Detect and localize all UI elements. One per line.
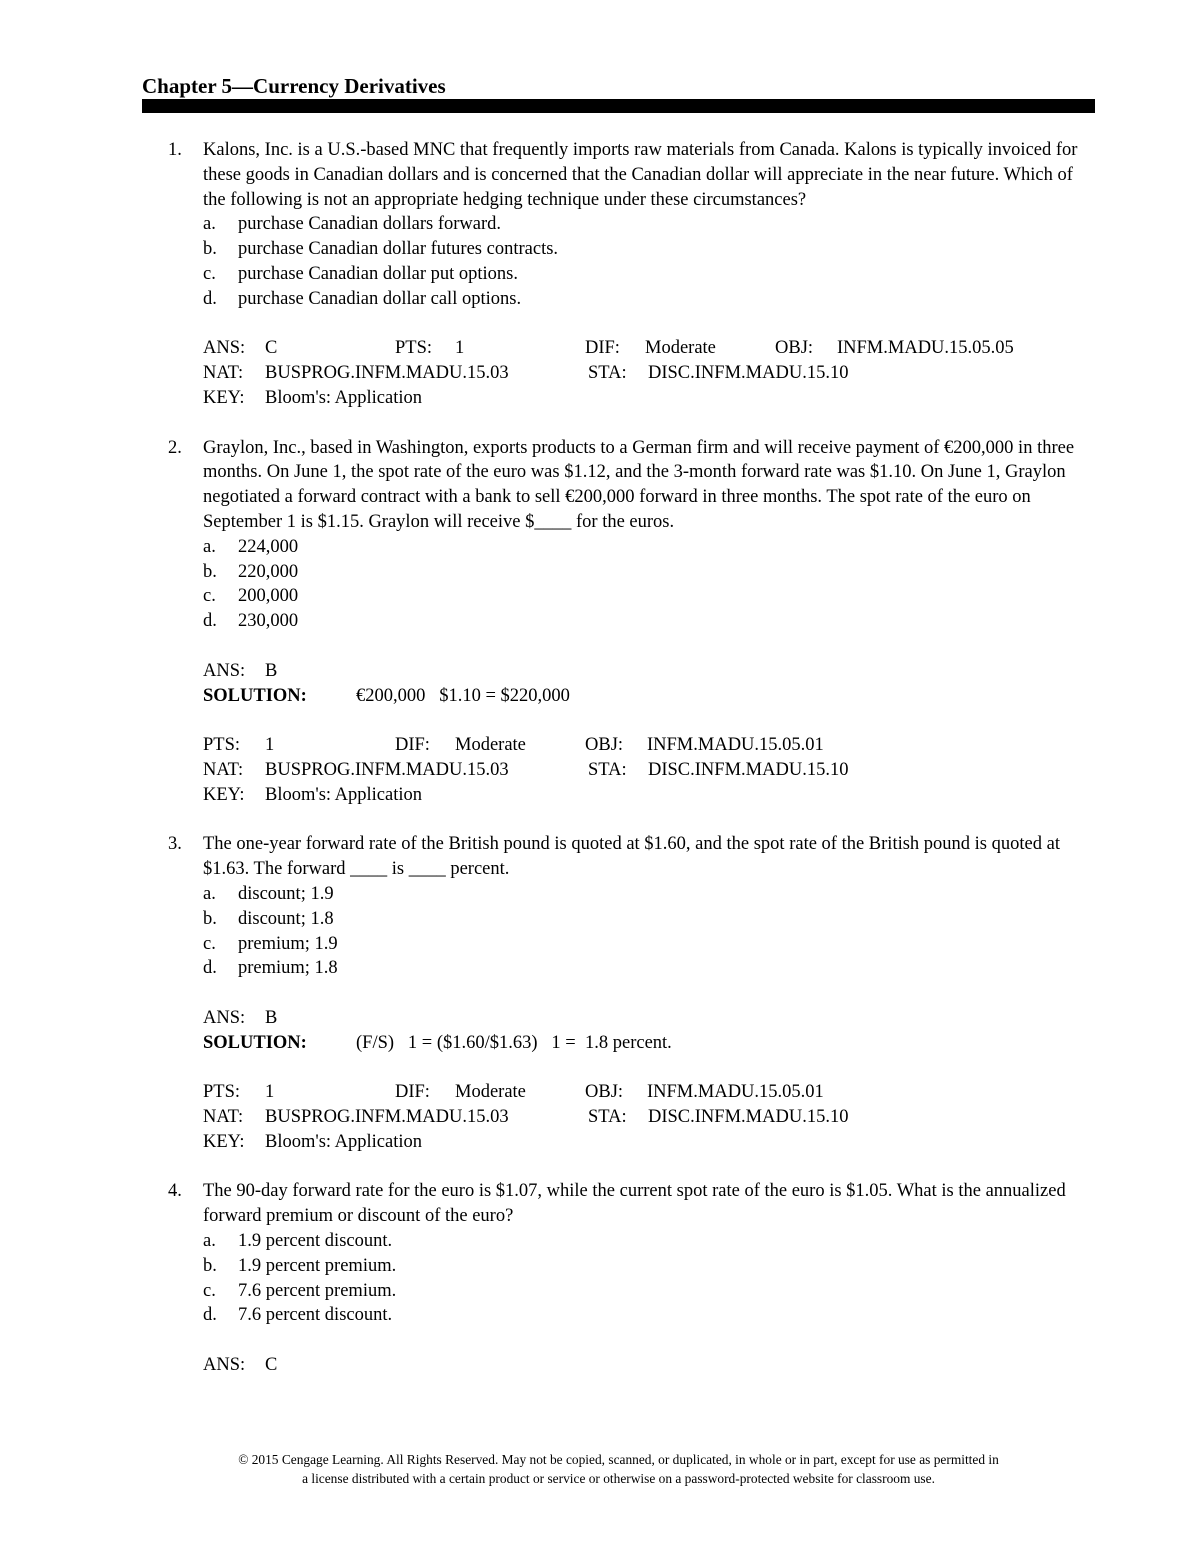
question-number: 2. (168, 437, 182, 458)
question-text: Graylon, Inc., based in Washington, exports products to a German firm and will receive payment of €200,000 in three months. On June 1, the spot rate of the euro was $1.12, and the 3-month forward rate was $1.10. On June 1, Graylon negotiated a forward contract with a bank to sell €200,000 forward in three months. The spot rate of the euro on September 1 is $1.15. Graylon will receive $____ for the euros. (203, 437, 1075, 532)
option-d (203, 287, 1098, 312)
option-b (203, 1254, 1098, 1279)
question-text: The one-year forward rate of the British pound is quoted at $1.60, and the spot rate of the British pound is quoted at $1.63. The forward ____ is ____ percent. (203, 834, 1060, 880)
meta-row (203, 1130, 1098, 1155)
sta-label: STA: (588, 1107, 627, 1128)
option-letter: c. (203, 586, 216, 607)
option-letter: a. (203, 214, 216, 235)
dif-label: DIF: (395, 1082, 430, 1103)
option-text: 1.9 percent discount. (238, 1231, 393, 1252)
obj-label: OBJ: (585, 1082, 624, 1103)
meta-row (203, 336, 1098, 361)
option-letter: c. (203, 933, 216, 954)
option-list (203, 882, 1098, 981)
nat-label: NAT: (203, 759, 244, 780)
answer-metadata (203, 336, 1098, 410)
meta-row (203, 1353, 1098, 1378)
option-letter: c. (203, 1280, 216, 1301)
option-b (203, 560, 1098, 585)
dif-value: Moderate (455, 735, 526, 756)
option-letter: d. (203, 288, 217, 309)
spacer (203, 1055, 1098, 1080)
option-letter: a. (203, 536, 216, 557)
option-c (203, 932, 1098, 957)
question-4 (168, 1179, 1098, 1377)
option-a (203, 212, 1098, 237)
meta-row (203, 659, 1098, 684)
obj-label: OBJ: (775, 338, 814, 359)
footer-line-1: © 2015 Cengage Learning. All Rights Reserved. May not be copied, scanned, or duplicated, in whole or in part, except for use as permitted in (238, 1452, 999, 1467)
pts-value: 1 (265, 1082, 275, 1103)
option-list (203, 535, 1098, 634)
obj-value: INFM.MADU.15.05.01 (647, 735, 824, 756)
ans-label: ANS: (203, 1007, 246, 1028)
dif-label: DIF: (585, 338, 620, 359)
ans-value: B (265, 1007, 278, 1028)
key-label: KEY: (203, 1131, 245, 1152)
option-text: 200,000 (238, 586, 299, 607)
chapter-title: Chapter 5—Currency Derivatives (142, 74, 446, 98)
option-letter: b. (203, 561, 217, 582)
pts-label: PTS: (203, 1082, 241, 1103)
question-text: The 90-day forward rate for the euro is $1.07, while the current spot rate of the euro is $1.05. What is the annualized forward premium or discount of the euro? (203, 1181, 1066, 1227)
solution-label: SOLUTION: (203, 685, 307, 706)
meta-row (203, 1080, 1098, 1105)
meta-row (203, 361, 1098, 386)
question-text: Kalons, Inc. is a U.S.-based MNC that frequently imports raw materials from Canada. Kalons is typically invoiced for these goods in Canadian dollars and is concerned that the Canadian dollar will appreciate in the near future. Which of the following is not an appropriate hedging technique under these circumstances? (203, 140, 1078, 210)
key-value: Bloom's: Application (265, 784, 422, 805)
option-a (203, 535, 1098, 560)
question-number: 4. (168, 1181, 182, 1202)
sta-value: DISC.INFM.MADU.15.10 (648, 363, 849, 384)
option-a (203, 1229, 1098, 1254)
question-number: 3. (168, 834, 182, 855)
option-letter: b. (203, 1255, 217, 1276)
ans-value: C (265, 1355, 278, 1376)
answer-metadata (203, 659, 1098, 808)
nat-value: BUSPROG.INFM.MADU.15.03 (265, 363, 509, 384)
meta-row (203, 386, 1098, 411)
nat-value: BUSPROG.INFM.MADU.15.03 (265, 1107, 509, 1128)
option-text: purchase Canadian dollars forward. (238, 214, 502, 235)
key-value: Bloom's: Application (265, 1131, 422, 1152)
option-letter: d. (203, 611, 217, 632)
option-c (203, 584, 1098, 609)
nat-label: NAT: (203, 1107, 244, 1128)
option-c (203, 262, 1098, 287)
sta-label: STA: (588, 363, 627, 384)
obj-label: OBJ: (585, 735, 624, 756)
option-text: 230,000 (238, 611, 299, 632)
option-letter: d. (203, 958, 217, 979)
pts-label: PTS: (395, 338, 433, 359)
ans-label: ANS: (203, 338, 246, 359)
option-b (203, 907, 1098, 932)
meta-row (203, 1006, 1098, 1031)
ans-label: ANS: (203, 660, 246, 681)
meta-row (203, 1105, 1098, 1130)
option-text: 224,000 (238, 536, 299, 557)
question-1 (168, 138, 1098, 411)
option-list (203, 212, 1098, 311)
option-list (203, 1229, 1098, 1328)
option-text: 7.6 percent discount. (238, 1305, 393, 1326)
nat-label: NAT: (203, 363, 244, 384)
sta-label: STA: (588, 759, 627, 780)
sta-value: DISC.INFM.MADU.15.10 (648, 1107, 849, 1128)
pts-label: PTS: (203, 735, 241, 756)
pts-value: 1 (455, 338, 465, 359)
pts-value: 1 (265, 735, 275, 756)
option-text: purchase Canadian dollar put options. (238, 263, 519, 284)
question-number: 1. (168, 140, 182, 160)
nat-value: BUSPROG.INFM.MADU.15.03 (265, 759, 509, 780)
option-c (203, 1279, 1098, 1304)
option-text: 1.9 percent premium. (238, 1255, 397, 1276)
ans-label: ANS: (203, 1355, 246, 1376)
option-text: premium; 1.8 (238, 958, 338, 979)
obj-value: INFM.MADU.15.05.05 (837, 338, 1014, 359)
option-letter: d. (203, 1305, 217, 1326)
option-d (203, 956, 1098, 981)
key-value: Bloom's: Application (265, 387, 422, 408)
question-2 (168, 436, 1098, 808)
title-rule (142, 99, 1095, 113)
option-text: discount; 1.8 (238, 908, 334, 929)
dif-value: Moderate (455, 1082, 526, 1103)
meta-row (203, 733, 1098, 758)
meta-row (203, 758, 1098, 783)
option-text: 7.6 percent premium. (238, 1280, 397, 1301)
key-label: KEY: (203, 387, 245, 408)
key-label: KEY: (203, 784, 245, 805)
solution-text: (F/S) 1 = ($1.60/$1.63) 1 = 1.8 percent. (356, 1032, 672, 1053)
question-list (168, 138, 1098, 1403)
option-letter: b. (203, 908, 217, 929)
solution (203, 1031, 1098, 1056)
dif-label: DIF: (395, 735, 430, 756)
option-letter: c. (203, 263, 216, 284)
answer-metadata (203, 1006, 1098, 1155)
solution-label: SOLUTION: (203, 1032, 307, 1053)
ans-value: C (265, 338, 278, 359)
option-letter: b. (203, 239, 217, 260)
answer-metadata (203, 1353, 1098, 1378)
option-text: 220,000 (238, 561, 299, 582)
option-letter: a. (203, 1231, 216, 1252)
spacer (203, 708, 1098, 733)
option-letter: a. (203, 883, 216, 904)
ans-value: B (265, 660, 278, 681)
footer-line-2: a license distributed with a certain product or service or otherwise on a password-protected website for classroom use. (302, 1471, 935, 1486)
dif-value: Moderate (645, 338, 716, 359)
option-text: purchase Canadian dollar futures contracts. (238, 239, 559, 260)
option-text: premium; 1.9 (238, 933, 338, 954)
meta-row (203, 783, 1098, 808)
option-text: purchase Canadian dollar call options. (238, 288, 522, 309)
option-b (203, 237, 1098, 262)
option-a (203, 882, 1098, 907)
option-d (203, 609, 1098, 634)
option-text: discount; 1.9 (238, 883, 334, 904)
question-3 (168, 832, 1098, 1154)
solution (203, 684, 1098, 709)
obj-value: INFM.MADU.15.05.01 (647, 1082, 824, 1103)
option-d (203, 1303, 1098, 1328)
copyright-footer (142, 1450, 1095, 1488)
sta-value: DISC.INFM.MADU.15.10 (648, 759, 849, 780)
solution-text: €200,000 $1.10 = $220,000 (356, 685, 570, 706)
